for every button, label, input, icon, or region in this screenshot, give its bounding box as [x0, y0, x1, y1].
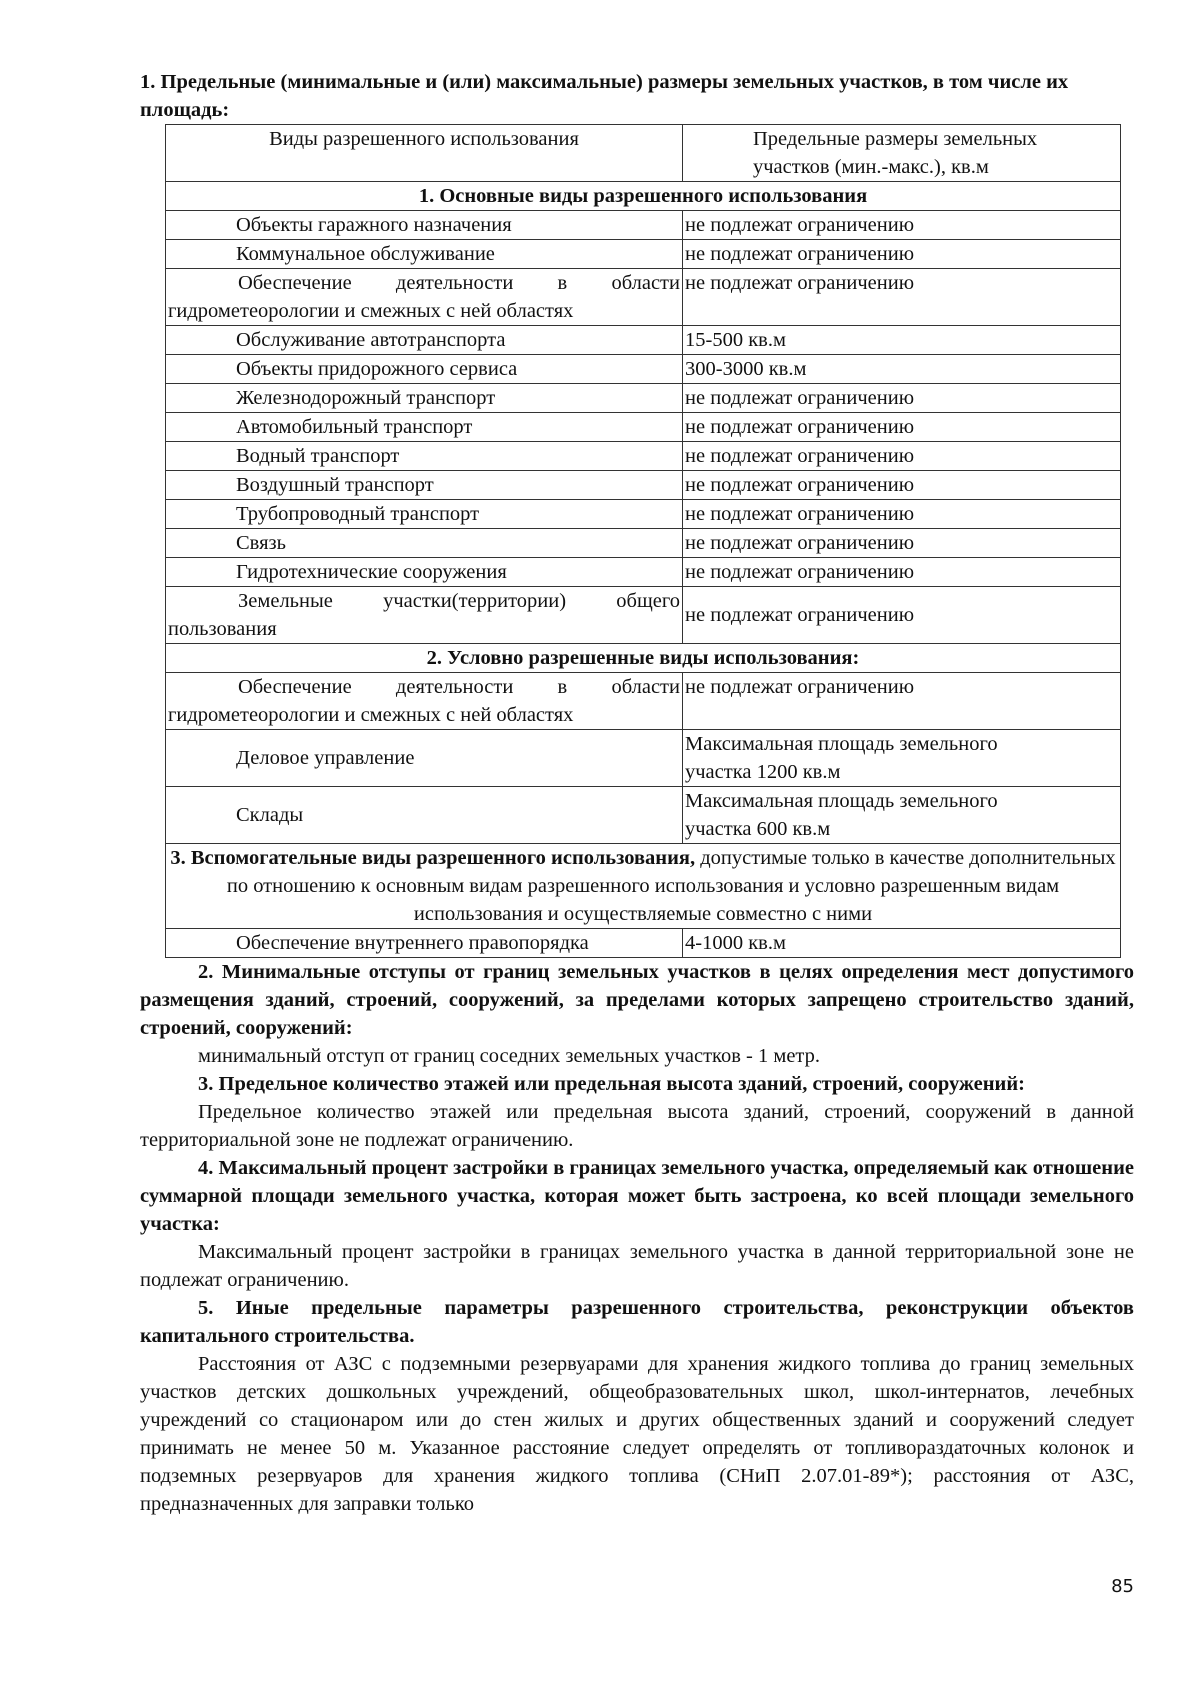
text-3: Предельное количество этажей или предельная высота зданий, строений, сооружений в данной территориальной зоне не подлежат ограничению.	[140, 1101, 1134, 1151]
table-row: Гидротехнические сооружения не подлежат ограничению	[166, 558, 1121, 587]
table-row: Связь не подлежат ограничению	[166, 529, 1121, 558]
table-row: Объекты гаражного назначения не подлежат ограничению	[166, 211, 1121, 240]
heading-2: 2. Минимальные отступы от границ земельных участков в целях определения мест допустимого размещения зданий, строений, сооружений, за пределами которых запрещено строительство зданий, строений, сооружений:	[140, 961, 1134, 1039]
land-use-table	[165, 124, 1121, 958]
section2-title: 2. Условно разрешенные виды использования:	[166, 644, 1121, 673]
section1-title: 1. Основные виды разрешенного использования	[166, 182, 1121, 211]
table-row: Коммунальное обслуживание не подлежат ограничению	[166, 240, 1121, 269]
table-row: Объекты придорожного сервиса 300-3000 кв.м	[166, 355, 1121, 384]
section3-title: 3. Вспомогательные виды разрешенного использования, допустимые только в качестве дополнительных по отношению к основным видам разрешенного использования и условно разрешенным видам использования и осуществляемые совместно с ними	[166, 844, 1121, 929]
table-header-row	[166, 125, 1121, 182]
table-row: Водный транспорт не подлежат ограничению	[166, 442, 1121, 471]
page-number: 85	[1111, 1576, 1134, 1597]
heading-3: 3. Предельное количество этажей или предельная высота зданий, строений, сооружений:	[198, 1073, 1025, 1095]
table-row: Автомобильный транспорт не подлежат ограничению	[166, 413, 1121, 442]
table-row: Обеспечение деятельности в области гидрометеорологии и смежных с ней областях не подлежат ограничению	[166, 673, 1121, 730]
text-2: минимальный отступ от границ соседних земельных участков - 1 метр.	[198, 1045, 821, 1067]
heading-1: 1. Предельные (минимальные и (или) максимальные) размеры земельных участков, в том числе их площадь:	[140, 71, 1069, 121]
table-row: Обслуживание автотранспорта 15-500 кв.м	[166, 326, 1121, 355]
text-4: Максимальный процент застройки в границах земельного участка в данной территориальной зоне не подлежат ограничению.	[140, 1241, 1134, 1291]
heading-5: 5. Иные предельные параметры разрешенного строительства, реконструкции объектов капитального строительства.	[140, 1297, 1134, 1347]
table-row: Обеспечение деятельности в области гидрометеорологии и смежных с ней областях не подлежат ограничению	[166, 269, 1121, 326]
table-row: Деловое управление Максимальная площадь земельного участка 1200 кв.м	[166, 730, 1121, 787]
table-row: Воздушный транспорт не подлежат ограничению	[166, 471, 1121, 500]
table-row: Трубопроводный транспорт не подлежат ограничению	[166, 500, 1121, 529]
table-row: Земельные участки(территории) общего пользования не подлежат ограничению	[166, 587, 1121, 644]
col2-header: Предельные размеры земельных участков (мин.-макс.), кв.м	[683, 125, 1121, 182]
heading-4: 4. Максимальный процент застройки в границах земельного участка, определяемый как отношение суммарной площади земельного участка, которая может быть застроена, ко всей площади земельного участка:	[140, 1157, 1134, 1235]
table-row: Железнодорожный транспорт не подлежат ограничению	[166, 384, 1121, 413]
table-row: Склады Максимальная площадь земельного участка 600 кв.м	[166, 787, 1121, 844]
text-5: Расстояния от АЗС с подземными резервуарами для хранения жидкого топлива до границ земельных участков детских дошкольных учреждений, общеобразовательных школ, школ-интернатов, лечебных учреждений со стационаром или до стен жилых и других общественных зданий и сооружений следует принимать не менее 50 м. Указанное расстояние следует определять от топливораздаточных колонок и подземных резервуаров для хранения жидкого топлива (СНиП 2.07.01-89*); расстояния от АЗС, предназначенных для заправки только	[140, 1353, 1134, 1515]
document-page	[140, 68, 1134, 1518]
col1-header: Виды разрешенного использования	[166, 125, 683, 182]
table-row: Обеспечение внутреннего правопорядка 4-1000 кв.м	[166, 929, 1121, 958]
